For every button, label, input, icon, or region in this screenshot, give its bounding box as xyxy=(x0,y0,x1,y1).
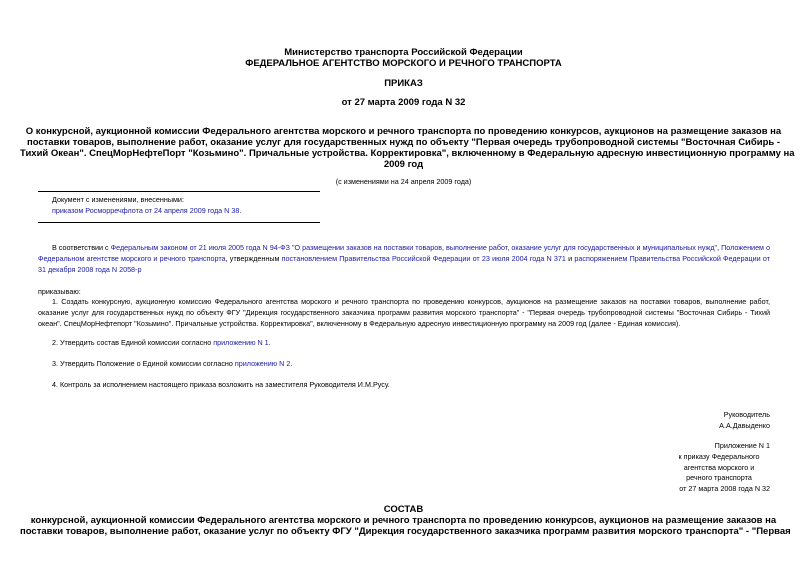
preamble-text: , xyxy=(717,243,722,252)
item-1: 1. Создать конкурсную, аукционную комиссию Федерального агентства морского и речного транспорта по проведению конкурсов, аукционов на размещение заказов на поставки товаров, выполнение работ, оказание услуг для государственных нужд по объекту ФГУ "Дирекция государственного заказчика программ развития морского транспорта" - "Первая очередь трубопроводной системы "Восточная Сибирь - Тихий океан". СпецМорНефтепорт "Козьмино". Причальные устройства. Корректировка", включенному в Федеральную адресную инвестиционную программу на 2009 год (далее - Единая комиссия). xyxy=(38,297,770,328)
appendix-line-1: Приложение N 1 xyxy=(714,441,770,450)
item-3-text: 3. Утвердить Положение о Единой комиссии согласно xyxy=(52,359,235,368)
divider-top xyxy=(38,191,320,192)
composition-line-1: конкурсной, аукционной комиссии Федерального агентства морского и речного транспорта по проведению конкурсов, аукционов на размещение заказов на xyxy=(30,515,777,526)
title-line-2: поставки товаров, выполнение работ, оказание услуг для государственных нужд по объекту "Первая очередь трубопроводной системы "Восточная Сибирь - xyxy=(26,137,781,148)
signature-name: А.А.Давыденко xyxy=(719,421,770,430)
doc-date-number: от 27 марта 2009 года N 32 xyxy=(341,97,466,108)
appendix-line-4: речного транспорта xyxy=(686,473,752,483)
order-word: приказываю: xyxy=(38,287,81,296)
appendix-line-5: от 27 марта 2008 года N 32 xyxy=(679,484,770,494)
preamble-paragraph xyxy=(38,243,770,275)
preamble-text: и xyxy=(565,253,575,263)
item-2-text: 2. Утвердить состав Единой комиссии согласно xyxy=(52,338,214,347)
changes-label: Документ с изменениями, внесенными: xyxy=(52,195,184,204)
title-line-3: Тихий Океан". СпецМорНефтеПорт "Козьмино". Причальные устройства. Корректировка", включенному в Федеральную адресную инвестиционную программу на xyxy=(20,148,795,159)
doc-type: ПРИКАЗ xyxy=(384,78,423,89)
ministry-name: Министерство транспорта Российской Федерации xyxy=(284,47,523,58)
doc-title xyxy=(20,126,795,170)
item-4: 4. Контроль за исполнением настоящего приказа возложить на заместителя Руководителя И.М.Русу. xyxy=(52,380,390,389)
item-2: 2. Утвердить состав Единой комиссии согласно приложению N 1. xyxy=(52,338,271,347)
regulation-link[interactable]: Положением о Федеральном агентстве морского и речного транспорта xyxy=(38,243,771,263)
preamble-text: , утвержденным xyxy=(225,253,282,263)
item-3: 3. Утвердить Положение о Единой комиссии согласно приложению N 2. xyxy=(52,359,293,368)
title-line-4: 2009 год xyxy=(383,159,424,170)
appendix-1-link[interactable]: приложению N 1 xyxy=(213,338,269,347)
composition-heading: СОСТАВ xyxy=(383,504,424,515)
title-line-1: О конкурсной, аукционной комиссии Федерального агентства морского и речного транспорта по проведению конкурсов, аукционов на размещение заказов на xyxy=(25,126,782,137)
appendix-header xyxy=(650,441,770,495)
government-order-link[interactable]: распоряжением Правительства Российской Федерации от 31 декабря 2008 года N 2058-р xyxy=(38,253,771,274)
appendix-line-2: к приказу Федерального xyxy=(678,451,760,461)
amendment-note: (с изменениями на 24 апреля 2009 года) xyxy=(335,177,472,186)
federal-law-link[interactable]: Федеральным законом от 21 июля 2005 года N 94-ФЗ "О размещении заказов на поставки товаров, выполнение работ, оказание услуг для государственных и муниципальных нужд" xyxy=(110,243,718,252)
divider-bottom xyxy=(38,222,320,223)
signature-position: Руководитель xyxy=(723,410,770,419)
appendix-2-link[interactable]: приложению N 2 xyxy=(234,359,291,368)
appendix-line-3: агентства морского и xyxy=(683,462,755,472)
preamble-text: В соответствии с xyxy=(52,243,111,252)
composition-line-2: поставки товаров, выполнение работ, оказание услуг по объекту ФГУ "Дирекция государственного заказчика программ развития морского транспорта" - "Первая xyxy=(20,526,791,537)
amendment-link[interactable]: приказом Росморречфлота от 24 апреля 2009 года N 38. xyxy=(52,206,242,215)
agency-name: ФЕДЕРАЛЬНОЕ АГЕНТСТВО МОРСКОГО И РЕЧНОГО ТРАНСПОРТА xyxy=(245,58,562,69)
government-decree-link[interactable]: постановлением Правительства Российской Федерации от 23 июля 2004 года N 371 xyxy=(281,253,566,263)
